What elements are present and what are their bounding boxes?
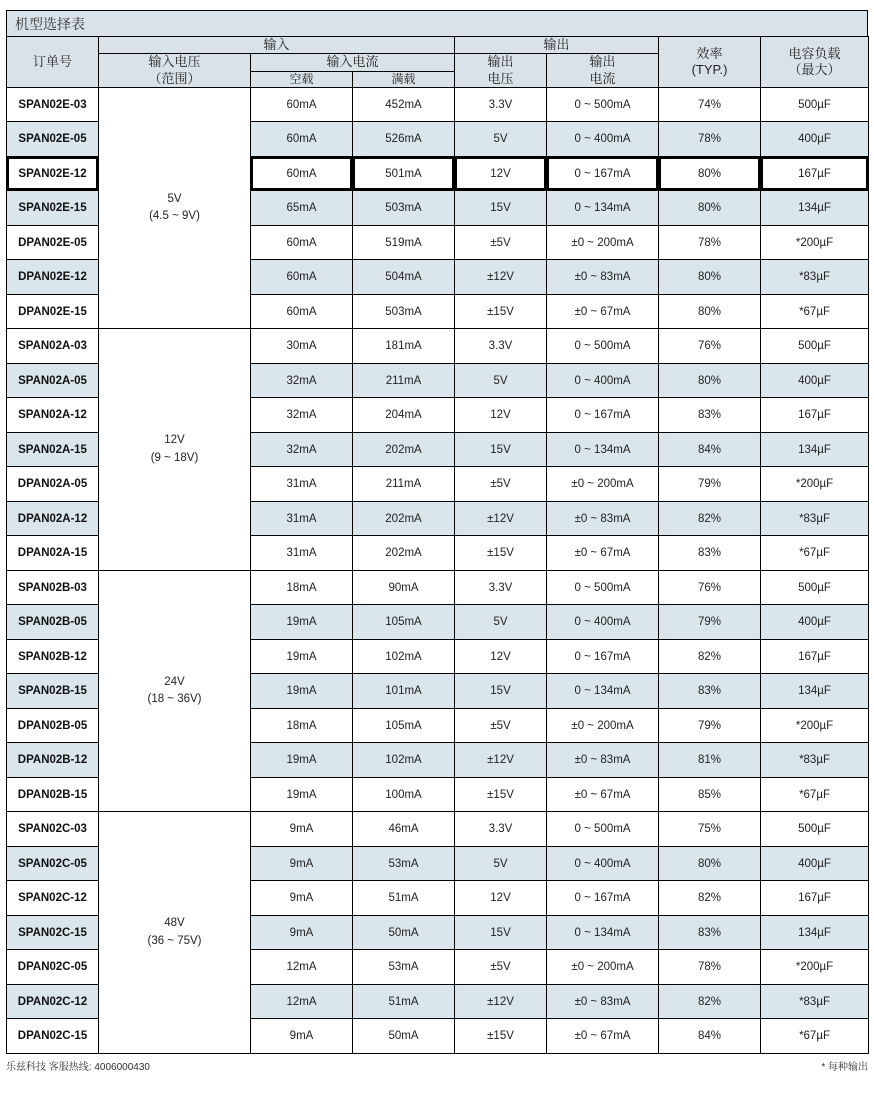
cell-input-voltage [99,570,251,812]
cell-output-voltage: ±5V [455,950,547,985]
cell-model: DPAN02E-12 [7,260,99,295]
cell-no-load: 31mA [251,501,353,536]
cell-efficiency: 80% [659,260,761,295]
cell-output-voltage: ±12V [455,260,547,295]
cell-output-voltage: 3.3V [455,329,547,364]
cell-capacitive-load: 500µF [761,329,869,364]
input-voltage-range: (18 ~ 36V) [147,693,202,705]
header-capacitive-load [761,37,869,88]
cell-output-current: 0 ~ 500mA [547,812,659,847]
cell-output-voltage: ±12V [455,743,547,778]
header-input-current: 输入电流 [251,54,455,71]
cell-full-load: 204mA [353,398,455,433]
header-efficiency-line2: (TYP.) [691,61,728,77]
cell-output-current: 0 ~ 134mA [547,915,659,950]
cell-full-load: 211mA [353,363,455,398]
cell-output-current: 0 ~ 500mA [547,329,659,364]
header-input-group: 输入 [99,37,455,54]
header-cap-line2: （最大） [788,61,841,77]
cell-no-load: 19mA [251,639,353,674]
cell-efficiency: 83% [659,536,761,571]
cell-model: SPAN02B-05 [7,605,99,640]
cell-full-load: 105mA [353,605,455,640]
cell-model: DPAN02C-12 [7,984,99,1019]
cell-no-load: 12mA [251,984,353,1019]
cell-output-voltage: 3.3V [455,87,547,122]
cell-input-voltage [99,87,251,329]
cell-capacitive-load: *83µF [761,501,869,536]
cell-efficiency: 79% [659,605,761,640]
header-row-1 [7,37,869,54]
input-voltage-nominal: 12V [164,434,185,447]
table-header [7,37,869,88]
cell-efficiency: 81% [659,743,761,778]
cell-output-current: 0 ~ 167mA [547,639,659,674]
cell-output-current: ±0 ~ 67mA [547,1019,659,1054]
cell-no-load: 12mA [251,950,353,985]
input-voltage-range: (4.5 ~ 9V) [149,210,200,222]
cell-output-voltage: 5V [455,605,547,640]
cell-output-current: 0 ~ 400mA [547,122,659,157]
cell-capacitive-load: 134µF [761,674,869,709]
cell-full-load: 202mA [353,501,455,536]
cell-model: DPAN02C-05 [7,950,99,985]
cell-efficiency: 82% [659,984,761,1019]
cell-no-load: 18mA [251,708,353,743]
cell-output-voltage: ±15V [455,294,547,329]
cell-model: SPAN02A-12 [7,398,99,433]
cell-output-voltage: ±12V [455,984,547,1019]
cell-output-current: ±0 ~ 67mA [547,294,659,329]
cell-output-current: ±0 ~ 200mA [547,708,659,743]
cell-full-load: 53mA [353,846,455,881]
cell-output-current: 0 ~ 500mA [547,570,659,605]
cell-capacitive-load: 500µF [761,570,869,605]
cell-input-voltage [99,812,251,1054]
cell-model: SPAN02E-03 [7,87,99,122]
cell-model: DPAN02B-15 [7,777,99,812]
cell-capacitive-load: *67µF [761,1019,869,1054]
cell-model: SPAN02A-15 [7,432,99,467]
cell-capacitive-load: 167µF [761,156,869,191]
cell-efficiency: 83% [659,674,761,709]
cell-efficiency: 74% [659,87,761,122]
cell-capacitive-load: *67µF [761,777,869,812]
cell-no-load: 60mA [251,294,353,329]
cell-output-current: 0 ~ 400mA [547,605,659,640]
cell-capacitive-load: 400µF [761,846,869,881]
input-voltage-range: (36 ~ 75V) [147,934,202,947]
page-title-text: 机型选择表 [15,15,85,32]
cell-no-load: 31mA [251,536,353,571]
footer-contact: 乐兹科技 客服热线: 4006000430 [6,1061,150,1073]
table-row [7,812,869,847]
cell-model: SPAN02C-15 [7,915,99,950]
cell-no-load: 32mA [251,398,353,433]
cell-full-load: 503mA [353,294,455,329]
cell-full-load: 202mA [353,432,455,467]
cell-output-voltage: 12V [455,398,547,433]
cell-output-current: ±0 ~ 200mA [547,950,659,985]
cell-model: SPAN02E-15 [7,191,99,226]
cell-no-load: 30mA [251,329,353,364]
cell-output-voltage: ±12V [455,501,547,536]
cell-output-voltage: 12V [455,639,547,674]
cell-output-current: ±0 ~ 83mA [547,743,659,778]
cell-no-load: 19mA [251,743,353,778]
table-row [7,87,869,122]
cell-output-current: 0 ~ 167mA [547,398,659,433]
cell-output-voltage: ±15V [455,536,547,571]
header-output-voltage-line2: 电压 [487,70,514,86]
cell-model: SPAN02A-05 [7,363,99,398]
cell-capacitive-load: 134µF [761,432,869,467]
cell-full-load: 90mA [353,570,455,605]
cell-efficiency: 80% [659,191,761,226]
cell-no-load: 19mA [251,777,353,812]
cell-full-load: 51mA [353,984,455,1019]
header-full-load: 满载 [353,71,455,87]
cell-output-current: 0 ~ 134mA [547,674,659,709]
cell-output-current: 0 ~ 167mA [547,881,659,916]
cell-efficiency: 84% [659,432,761,467]
cell-output-current: ±0 ~ 67mA [547,536,659,571]
cell-model: SPAN02E-05 [7,122,99,157]
cell-output-voltage: ±15V [455,1019,547,1054]
header-output-voltage [455,54,547,88]
cell-full-load: 503mA [353,191,455,226]
input-voltage-nominal: 5V [167,192,182,205]
cell-efficiency: 76% [659,329,761,364]
cell-capacitive-load: *83µF [761,984,869,1019]
cell-output-current: 0 ~ 134mA [547,432,659,467]
cell-capacitive-load: 167µF [761,398,869,433]
model-selection-table [6,36,869,1054]
cell-efficiency: 80% [659,846,761,881]
cell-full-load: 50mA [353,915,455,950]
cell-efficiency: 75% [659,812,761,847]
header-output-current-line2: 电流 [589,70,616,86]
cell-efficiency: 84% [659,1019,761,1054]
cell-full-load: 50mA [353,1019,455,1054]
table-row [7,329,869,364]
cell-capacitive-load: 400µF [761,605,869,640]
cell-capacitive-load: *200µF [761,467,869,502]
cell-no-load: 60mA [251,122,353,157]
cell-output-voltage: 3.3V [455,570,547,605]
cell-capacitive-load: *83µF [761,743,869,778]
cell-output-voltage: 5V [455,363,547,398]
cell-output-voltage: ±15V [455,777,547,812]
cell-efficiency: 80% [659,294,761,329]
cell-capacitive-load: *200µF [761,950,869,985]
cell-no-load: 19mA [251,674,353,709]
cell-efficiency: 83% [659,915,761,950]
cell-full-load: 519mA [353,225,455,260]
cell-full-load: 53mA [353,950,455,985]
cell-capacitive-load: 134µF [761,915,869,950]
cell-output-voltage: ±5V [455,708,547,743]
cell-capacitive-load: *200µF [761,708,869,743]
cell-no-load: 9mA [251,846,353,881]
cell-full-load: 101mA [353,674,455,709]
cell-model: SPAN02B-15 [7,674,99,709]
cell-no-load: 31mA [251,467,353,502]
cell-efficiency: 76% [659,570,761,605]
cell-capacitive-load: 167µF [761,639,869,674]
cell-no-load: 65mA [251,191,353,226]
cell-output-current: 0 ~ 500mA [547,87,659,122]
cell-full-load: 202mA [353,536,455,571]
header-order-no: 订单号 [7,37,99,88]
cell-capacitive-load: 400µF [761,363,869,398]
cell-full-load: 46mA [353,812,455,847]
header-output-current [547,54,659,88]
header-output-group: 输出 [455,37,659,54]
cell-no-load: 9mA [251,915,353,950]
cell-output-voltage: ±5V [455,225,547,260]
cell-output-current: ±0 ~ 67mA [547,777,659,812]
cell-efficiency: 82% [659,501,761,536]
cell-input-voltage [99,329,251,571]
cell-output-current: 0 ~ 134mA [547,191,659,226]
cell-model: SPAN02C-03 [7,812,99,847]
cell-full-load: 102mA [353,639,455,674]
header-cap-line1: 电容负载 [788,45,841,61]
header-input-voltage-line1: 输入电压 [148,54,201,70]
table-body [7,87,869,1053]
header-output-voltage-line1: 输出 [487,54,514,70]
cell-efficiency: 80% [659,363,761,398]
cell-output-voltage: 12V [455,881,547,916]
cell-model: SPAN02B-12 [7,639,99,674]
cell-no-load: 60mA [251,156,353,191]
header-efficiency [659,37,761,88]
input-voltage-nominal: 48V [164,917,185,930]
cell-no-load: 60mA [251,225,353,260]
cell-output-voltage: 12V [455,156,547,191]
cell-output-voltage: 15V [455,915,547,950]
cell-no-load: 60mA [251,260,353,295]
header-output-current-line1: 输出 [589,54,616,70]
cell-capacitive-load: *67µF [761,294,869,329]
cell-no-load: 60mA [251,87,353,122]
cell-no-load: 18mA [251,570,353,605]
header-no-load: 空载 [251,71,353,87]
cell-model: SPAN02E-12 [7,156,99,191]
cell-model: DPAN02A-12 [7,501,99,536]
cell-capacitive-load: *83µF [761,260,869,295]
cell-model: DPAN02E-05 [7,225,99,260]
footer-note: * 每种输出 [821,1061,868,1073]
cell-model: DPAN02B-12 [7,743,99,778]
cell-output-voltage: ±5V [455,467,547,502]
cell-efficiency: 85% [659,777,761,812]
cell-efficiency: 79% [659,708,761,743]
cell-output-current: ±0 ~ 200mA [547,467,659,502]
cell-full-load: 51mA [353,881,455,916]
cell-full-load: 100mA [353,777,455,812]
cell-output-voltage: 15V [455,191,547,226]
cell-model: DPAN02B-05 [7,708,99,743]
cell-capacitive-load: 500µF [761,812,869,847]
header-input-voltage-line2: （范围） [148,70,201,86]
cell-no-load: 32mA [251,363,353,398]
table-row [7,570,869,605]
cell-capacitive-load: *200µF [761,225,869,260]
input-voltage-range: (9 ~ 18V) [150,451,199,464]
cell-efficiency: 78% [659,225,761,260]
cell-output-current: 0 ~ 167mA [547,156,659,191]
cell-no-load: 32mA [251,432,353,467]
header-efficiency-line1: 效率 [696,45,723,61]
cell-efficiency: 78% [659,950,761,985]
cell-output-current: ±0 ~ 83mA [547,501,659,536]
cell-full-load: 504mA [353,260,455,295]
cell-model: SPAN02B-03 [7,570,99,605]
cell-output-current: ±0 ~ 200mA [547,225,659,260]
header-input-voltage [99,54,251,88]
cell-efficiency: 83% [659,398,761,433]
cell-model: DPAN02A-05 [7,467,99,502]
cell-capacitive-load: 500µF [761,87,869,122]
cell-model: SPAN02C-05 [7,846,99,881]
cell-output-current: ±0 ~ 83mA [547,984,659,1019]
cell-no-load: 9mA [251,1019,353,1054]
page-footer [6,1054,868,1073]
cell-output-voltage: 15V [455,432,547,467]
cell-full-load: 181mA [353,329,455,364]
cell-capacitive-load: *67µF [761,536,869,571]
cell-capacitive-load: 400µF [761,122,869,157]
cell-model: SPAN02A-03 [7,329,99,364]
cell-model: DPAN02A-15 [7,536,99,571]
cell-output-current: 0 ~ 400mA [547,846,659,881]
cell-full-load: 452mA [353,87,455,122]
cell-full-load: 211mA [353,467,455,502]
cell-efficiency: 82% [659,881,761,916]
cell-model: DPAN02C-15 [7,1019,99,1054]
cell-capacitive-load: 134µF [761,191,869,226]
cell-output-voltage: 5V [455,846,547,881]
cell-model: DPAN02E-15 [7,294,99,329]
cell-no-load: 19mA [251,605,353,640]
cell-efficiency: 79% [659,467,761,502]
cell-output-voltage: 5V [455,122,547,157]
cell-capacitive-load: 167µF [761,881,869,916]
cell-output-current: 0 ~ 400mA [547,363,659,398]
cell-output-current: ±0 ~ 83mA [547,260,659,295]
cell-efficiency: 80% [659,156,761,191]
page-title [6,10,868,36]
cell-model: SPAN02C-12 [7,881,99,916]
cell-full-load: 526mA [353,122,455,157]
cell-output-voltage: 3.3V [455,812,547,847]
cell-full-load: 102mA [353,743,455,778]
cell-no-load: 9mA [251,812,353,847]
cell-output-voltage: 15V [455,674,547,709]
input-voltage-nominal: 24V [164,675,185,688]
cell-efficiency: 82% [659,639,761,674]
cell-no-load: 9mA [251,881,353,916]
cell-full-load: 105mA [353,708,455,743]
cell-efficiency: 78% [659,122,761,157]
cell-full-load: 501mA [353,156,455,191]
